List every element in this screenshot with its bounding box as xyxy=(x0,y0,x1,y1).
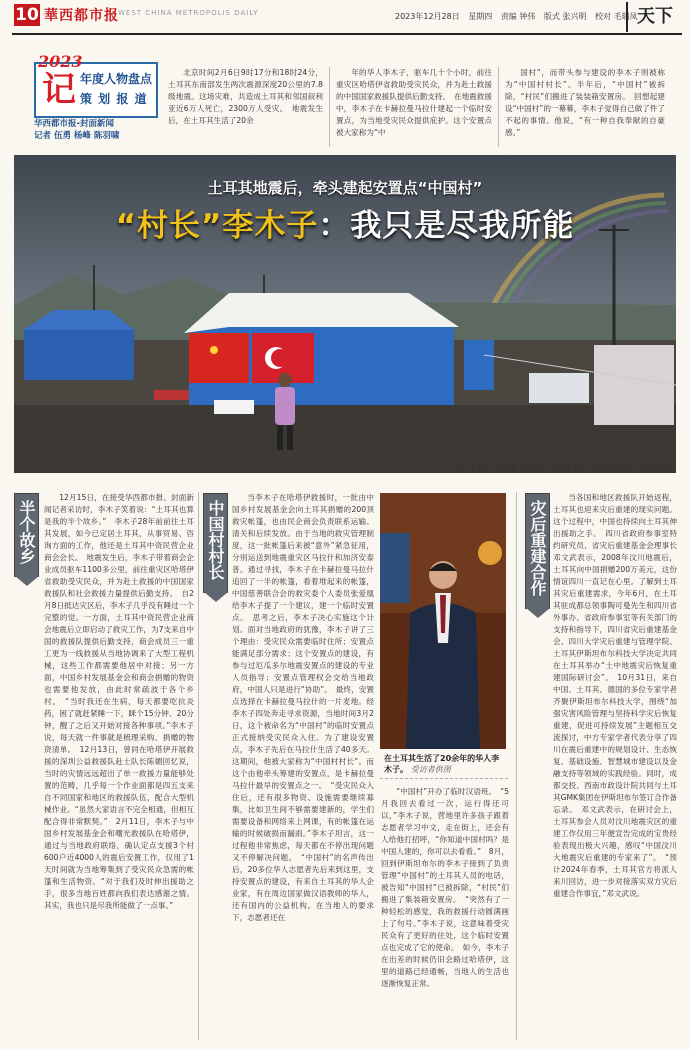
body-column-village-chief-continued: “中国村”开办了临时汉语班。 “5月我回去看过一次，运行得还可以，”李木子说，营地里许多孩子跟着志愿者学习中文，走在街上，还会有人给他打招呼，“你知道中国村吗？是中国人建的，你可以去看看。” 8月，回到伊斯坦布尔的李木子接到了负责管理“中国村”的土耳其人员的电话，被告知“中国村”已被拆除，“村民”们搬进了集装箱安置房。 “突然有了一种轻松的感觉，我的救援行动圆满画上了句号。”李木子说，这意味着受灾民众有了更好的住处，这个临时安置点也完成了它的使命。 如今，李木子在出差的时候仍旧会路过哈塔伊，这里的道路已经通畅，当地人的生活也逐渐恢复正常。 xyxy=(381,787,509,988)
section-tag-village-chief xyxy=(203,493,228,593)
headline-kicker: 土耳其地震后，牵头建起安置点“中国村” xyxy=(207,179,483,197)
section-name: 天下 xyxy=(626,2,682,32)
photo-caption: 位于土耳其卡赫拉曼马拉什的“中国村”(摄于2023年3月)。受访者供图 xyxy=(455,464,672,472)
column-divider xyxy=(329,67,330,147)
column-divider xyxy=(498,67,499,147)
section-tag-reconstruction xyxy=(525,493,550,609)
portrait-caption xyxy=(384,753,504,775)
headline-main-part: ：我只是尽我所能 xyxy=(318,208,575,244)
section-tag-text: 灾后重建合作 xyxy=(528,500,547,596)
intro-column-1: 北京时间2月6日9时17分和18时24分，土耳其东南部发生两次震源深度20公里的7.8级地震。这场灾难，共造成土耳其和邻国叙利亚近6万人死亡，2300万人受灾。 地震发生后，在土耳其生活了20余 xyxy=(168,68,323,125)
intro-column-2: 年的华人李木子，驱车几十个小时，前往重灾区哈塔伊省救助受灾民众，并为赴土救援的中国国家救援队提供后勤支持。 在地震救援中，李木子在卡赫拉曼马拉什建起一个临时安置点，为当地受灾民众提供庇护。这个安置点被大家称为“中 xyxy=(336,68,492,137)
body-column-half-hometown: 12月15日，在接受华西都市报、封面新闻记者采访时，李木子笑着说：“土耳其也算是我的半个故乡。” 李木子28年前前往土耳其发展，如今已定居土耳其，从事贸易、咨询方面的工作，他还是土耳其中资民营企业商会会长。 地震发生后，李木子带着商会企业成员驱车1100多公里，前往重灾区哈塔伊省救助受灾民众，并为赴土救援的中国国家救援队和社会救援力量提供后勤支持。 自2月8日抵达灾区后，李木子几乎没有睡过一个完整的觉。一方面，土耳其中资民营企业商会地震后立即启动了救灾工作，为7支来自中国的救援队提供后勤支持，商会成员三一重工更为一线救援从当地协调来了大型工程机械，这些工作都需要他居中对接；另一方面，中国乡村发展基金会和商会捐赠的物资也需要他发放，由此时常疏波于各个乡村。 “当时我还在生病，每天都要吃抗炎药，困了就赶紧睡一下，眯个15分钟、20分钟，醒了之后又开始对接各种事项。”李木子说，每天就一件事就是梳理采购、捐赠的物资清单。 12月13日，曾同在哈塔伊开展救援的深圳公益救援队赴土队长陈媚回忆说，当时的灾情远远超出了单一救援力量能够处置的范畴，几乎每一个作业面都是四五支来自不同国家和地区的救援队伍，配合大型机械作业。“虽然大家语言不完全相通，但相互配合得非常默契。” 2月11日，李木子与中国乡村发展基金会和曙光救援队在哈塔伊，通过与当地政府联络，确认定点支援3个村600户近4000人的震后安置工作，仅用了1天时间就为当地筹集到了受灾民众急需的帐篷和生活物资。“对于我们及时伸出援助之手，很多当地百姓都向我们表达感谢之情。其实，我也只是尽我所能做了一点事。” xyxy=(44,493,194,910)
masthead: 華西都市报 xyxy=(44,8,119,24)
caption-rule xyxy=(380,778,508,779)
page-number: 10 xyxy=(15,5,39,25)
byline-reporters: 记者 伍勇 杨峰 陈羽啸 xyxy=(34,131,120,141)
portrait-illustration xyxy=(380,493,506,749)
section-tag-text: 中国村村长 xyxy=(206,500,225,580)
logo-line2: 策 划 报 道 xyxy=(80,92,148,106)
headline-quoted-part: “村长”李木子 xyxy=(115,208,319,244)
headline xyxy=(0,200,690,245)
portrait-credit: 受访者供图 xyxy=(410,765,451,774)
portrait-photo xyxy=(380,493,506,749)
logo-glyph: 记 xyxy=(42,70,76,110)
intro-column-3: 国村”，而带头参与建设的李木子则被称为“中国村村长”。半年后，“中国村”被拆除，“村民”们搬进了装装箱安置房。 回想起建设“中国村”的一幕幕，李木子觉得自己做了件了不起的事情。他说，“有一种自我奉献的自豪感。” xyxy=(505,68,665,137)
column-divider xyxy=(198,492,199,1040)
header-info xyxy=(395,11,644,22)
byline-org: 华西都市报-封面新闻 xyxy=(34,119,115,129)
designer-credit: 版式 张兴明 xyxy=(543,12,587,21)
year-review-logo xyxy=(34,52,158,118)
column-divider xyxy=(516,492,517,1040)
body-column-reconstruction: 当各国和地区救援队开始返程，土耳其也迎来灾后重建的现实问题。这个过程中，中国也持续向土耳其伸出援助之手。 四川省政府参事室特约研究员、省灾后重建基金会理事长邓文武表示，2008年汶川地震后，土耳其向中国捐赠200万美元，这份情谊四川一直记在心里。了解到土耳其灾后重建需求，今年6月，在土耳其驻成都总领事陶可曼先生和四川省外事办、省政府参事室等有关部门的支持和指导下，四川省灾后重建基金会、四川大学灾后重建与管理学院、土耳其伊斯坦布尔科技大学决定共同在土耳其举办“土中地震灾后恢复重建国际研讨会”。 10月31日，来自中国、土耳其、德国的多位专家学者齐聚伊斯坦布尔科技大学，围绕“加强灾害风险管理与坚持科学灾后恢复重建，促进可持续发展”主题相互交流探讨，中方专家学者代表分享了四川在震后重建中的规划设计、生态恢复、基础设施、智慧城市建设以及金融支持等领域的实践经验。同时，成都交投、西南市政设计院共同与土耳其GMK集团在伊斯坦布尔签订合作备忘录。 邓文武表示，在研讨会上，土耳其参会人员对汶川地震灾区的重建工作仅用三年便宣告完成的宝贵经验表现出极大兴趣，感叹“中国汶川大地震灾后重建的专家来了”。 “预计2024年春季，土耳其官方将派人来川回访，进一步对接落实双方灾后重建合作事宜，”邓文武说。 xyxy=(553,493,677,898)
header-rule xyxy=(12,33,682,35)
masthead-english: WEST CHINA METROPOLIS DAILY xyxy=(118,9,259,17)
logo-year: 2023 xyxy=(38,52,83,71)
body-column-village-chief: 当李木子在哈塔伊救援时，一批由中国乡村发展基金会向土耳其捐赠的200顶救灾帐篷，也由民企商会负责联系运输、清关和后续发放。由于当地的救灾管理制度，这一批帐篷后来被“意外”紧急征用，分别运送到地震重灾区马拉什和加济安泰普。通过寻找，李木子在卡赫拉曼马拉什追回了一半的帐篷，看着堆起来的帐篷，中国慈善联合会的救灾委个人委员张爱凰给李木子提了一个建议，建一个临时安置点。 思考之后，李木子决心实施这个计划。面对当地政府的犹豫，李木子讲了三个理由：受灾民众需要临时住所；安置点能满足部分需求；这个安置点的建设，有参与过厄瓜多尔地震安置点的建设的专业人员指导；安置点管理权会交给当地政府，中国人只是进行“协助”。 最终，安置点选择在卡赫拉曼马拉什的一片麦地。经李木子四处奔走寻求资源，当地时间3月2日，这个被命名为“中国村”的临时安置点正式接纳受灾民众入住。为了建设安置点，李木子先后在马拉什生活了40多天。这期间，他被大家称为“中国村村长”。而这个由他牵头筹建的安置点，是卡赫拉曼马拉什最早的安置点之一。 “受灾民众入住后，还有很多物资、设施需要继续募集，比如卫生间不够需要建新的，学生们需要设备和网络来上网课，有的帐篷在运输的时候破损而漏雨。”李木子坦言，这一过程他非常焦虑，每天都在不停出现问题又不停解决问题。 “中国村”的名声传出后，20多位华人志愿者先后来到这里，支持安置点的建设，有来自土耳其的华人企业家，有在周边国家做汉语教师的华人，还有国内的公益机构。在当地人的要求下，志愿者还在 xyxy=(232,493,374,922)
proofreader-credit: 校对 毛瑞凤 xyxy=(595,12,638,21)
logo-line1: 年度人物盘点 xyxy=(80,72,153,86)
editor-credit: 责编 钟伟 xyxy=(500,12,536,21)
issue-date: 2023年12月28日 xyxy=(395,12,460,21)
weekday: 星期四 xyxy=(468,12,493,21)
portrait-caption-text: 在土耳其生活了20余年的华人李木子。 xyxy=(384,754,500,774)
section-tag-text: 半个故乡 xyxy=(17,500,36,564)
section-tag-half-hometown xyxy=(14,493,39,577)
